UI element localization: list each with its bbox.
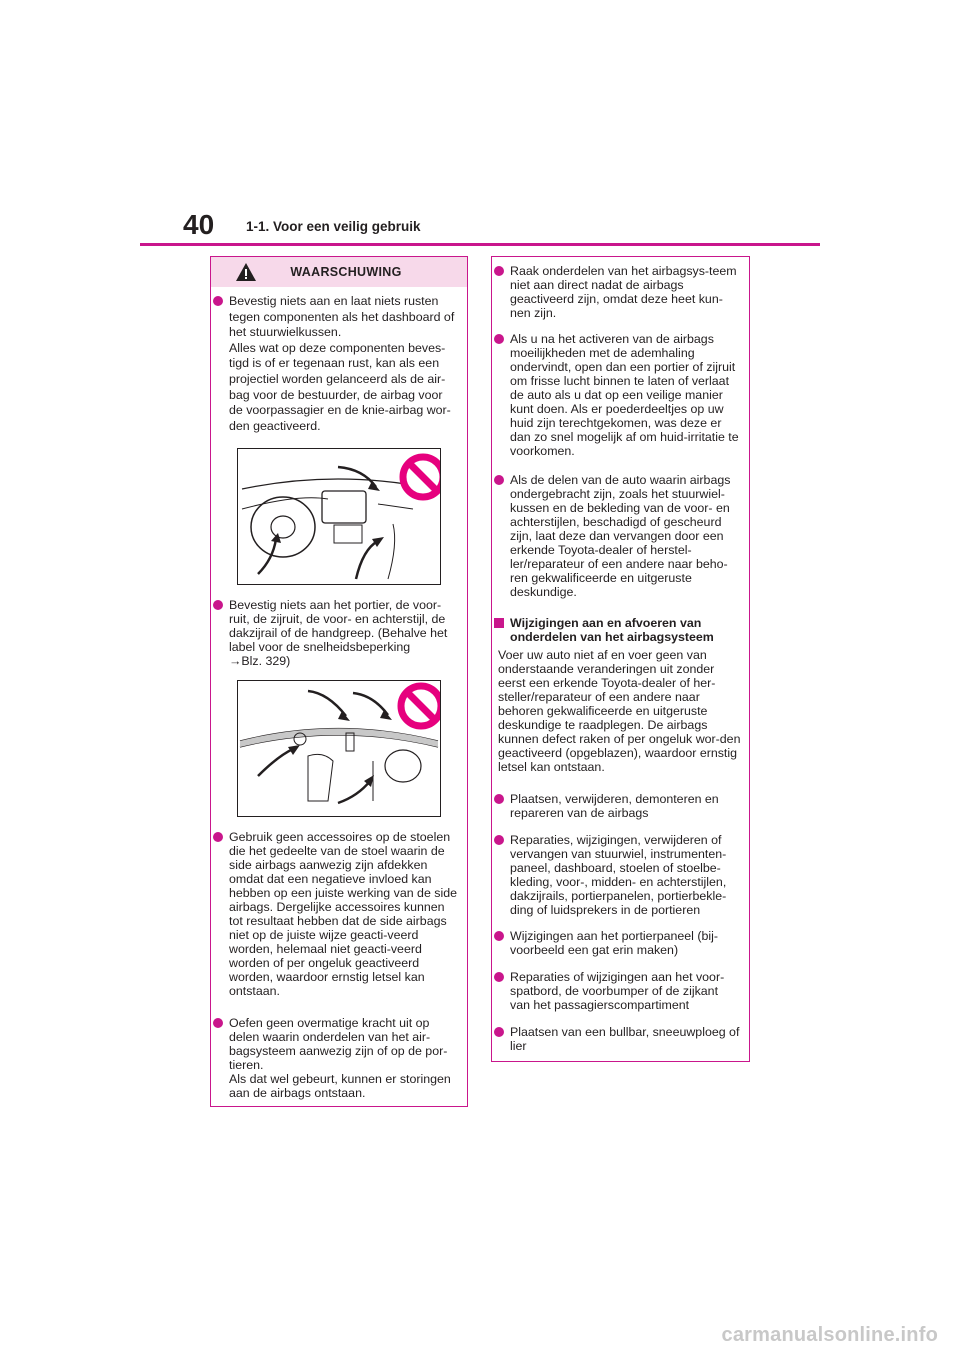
warning-item-text: Als u na het activeren van de airbags moeilijkheden met de ademhaling ondervindt, open dan een portier of zijruit om frisse lucht binnen te laten of verlaat de auto als u dat op een veilige manier kunt doen. Als er poederdeeltjes op uw huid zijn terechtgekomen, was deze er dan zo snel mogelijk af om huid-irritatie te voorkomen. <box>510 332 739 458</box>
bullet-icon <box>213 600 223 610</box>
list-item-text: Plaatsen, verwijderen, demonteren en repareren van de airbags <box>510 792 719 820</box>
warning-item-text: Bevestig niets aan en laat niets rusten tegen componenten als het dashboard of het stuurwielkussen. Alles wat op deze componenten beves-tigd is of er tegenaan rust, kan als een projectiel worden gelanceerd als de air-bag voor de bestuurder, de airbag voor de voorpassagier en de knie-airbag wor-den geactiveerd. <box>229 294 455 433</box>
warning-header <box>211 257 467 287</box>
warning-item-text: Als de delen van de auto waarin airbags ondergebracht zijn, zoals het stuurwiel-kussen en de bekleding van de voor- en achterstijlen, beschadigd of gescheurd zijn, laat deze dan vervangen door een erkende Toyota-dealer of herstel-ler/reparateur of een andere naar beho-ren gekwalificeerde en uitgeruste deskundige. <box>510 473 731 599</box>
dashboard-drawing <box>238 449 440 584</box>
pillar-drawing <box>238 681 440 816</box>
bullet-icon <box>494 475 504 485</box>
warning-title: WAARSCHUWING <box>290 265 402 279</box>
bullet-icon <box>494 794 504 804</box>
list-item-text: Wijzigingen aan het portierpaneel (bij-voorbeeld een gat erin maken) <box>510 929 719 957</box>
warning-box <box>210 256 468 1107</box>
bullet-icon <box>213 1018 223 1028</box>
warning-item-text: Raak onderdelen van het airbagsys-teem niet aan direct nadat de airbags geactiveerd zijn, omdat deze heet kun-nen zijn. <box>510 264 737 320</box>
pillar-illustration <box>237 680 441 817</box>
bullet-icon <box>494 266 504 276</box>
list-item-text: Reparaties of wijzigingen aan het voor-spatbord, de voorbumper of de zijkant van het passagierscompartiment <box>510 970 725 1012</box>
watermark: carmanualsonline.info <box>721 1324 938 1346</box>
bullet-icon <box>494 1027 504 1037</box>
square-bullet-icon <box>494 618 504 628</box>
subsection-paragraph: Voer uw auto niet af en voer geen van onderstaande veranderingen uit zonder eerst een erkende Toyota-dealer of her-steller/reparateur of een andere naar behoren gekwalificeerde en uitgeruste deskundige te raadplegen. De airbags kunnen defect raken of per ongeluk wor-den geactiveerd (opgeblazen), waardoor ernstig letsel kan ontstaan. <box>498 648 741 774</box>
subsection-heading <box>492 616 749 644</box>
list-item-text: Plaatsen van een bullbar, sneeuwploeg of lier <box>510 1025 740 1053</box>
warning-item <box>492 332 749 458</box>
list-item <box>492 929 749 957</box>
warning-item <box>492 473 749 599</box>
bullet-icon <box>213 296 223 306</box>
warning-item-text: Oefen geen overmatige kracht uit op delen waarin onderdelen van het air-bagsysteem aanwezig zijn of op de por-tieren. Als dat wel gebeurt, kunnen er storingen aan de airbags ontstaan. <box>229 1016 451 1100</box>
warning-item <box>211 1016 467 1100</box>
dashboard-illustration <box>237 448 441 585</box>
bullet-icon <box>494 972 504 982</box>
list-item <box>492 970 749 1012</box>
bullet-icon <box>494 334 504 344</box>
bullet-icon <box>494 931 504 941</box>
list-item-text: Reparaties, wijzigingen, verwijderen of vervangen van stuurwiel, instrumenten-paneel, dashboard, stoelen of stoelbe-kleding, voor-, midden- en achterstijlen, dakzijrails, portierpanelen, portierbekle-ding of luidsprekers in de portieren <box>510 833 727 917</box>
bullet-icon <box>494 835 504 845</box>
list-item <box>492 792 749 820</box>
page-number: 40 <box>183 209 215 240</box>
list-item <box>492 833 749 917</box>
warning-item <box>492 264 749 320</box>
warning-continued-box <box>491 256 750 1062</box>
subsection-heading-text: Wijzigingen aan en afvoeren van onderdelen van het airbagsysteem <box>510 616 714 644</box>
section-title: 1-1. Voor een veilig gebruik <box>246 219 421 234</box>
bullet-icon <box>213 832 223 842</box>
warning-item-text: Gebruik geen accessoires op de stoelen die het gedeelte van de stoel waarin de side airbags aanwezig zijn afdekken omdat dat een negatieve invloed kan hebben op een juiste werking van de side airbags. Dergelijke accessoires kunnen tot resultaat hebben dat de side airbags niet op de juiste wijze geacti-veerd worden, helemaal niet geacti-veerd worden of per ongeluk geactiveerd worden, waardoor ernstig letsel kan ontstaan. <box>229 830 458 998</box>
header-rule <box>140 243 820 246</box>
list-item <box>492 1025 749 1053</box>
warning-item <box>211 598 467 668</box>
warning-item <box>211 830 467 998</box>
warning-item <box>211 294 467 434</box>
warning-item-text: Bevestig niets aan het portier, de voor-ruit, de zijruit, de voor- en achterstijl, de dakzijrail of de handgreep. (Behalve het label voor de snelheidsbeperking →Blz. 329) <box>229 598 448 668</box>
